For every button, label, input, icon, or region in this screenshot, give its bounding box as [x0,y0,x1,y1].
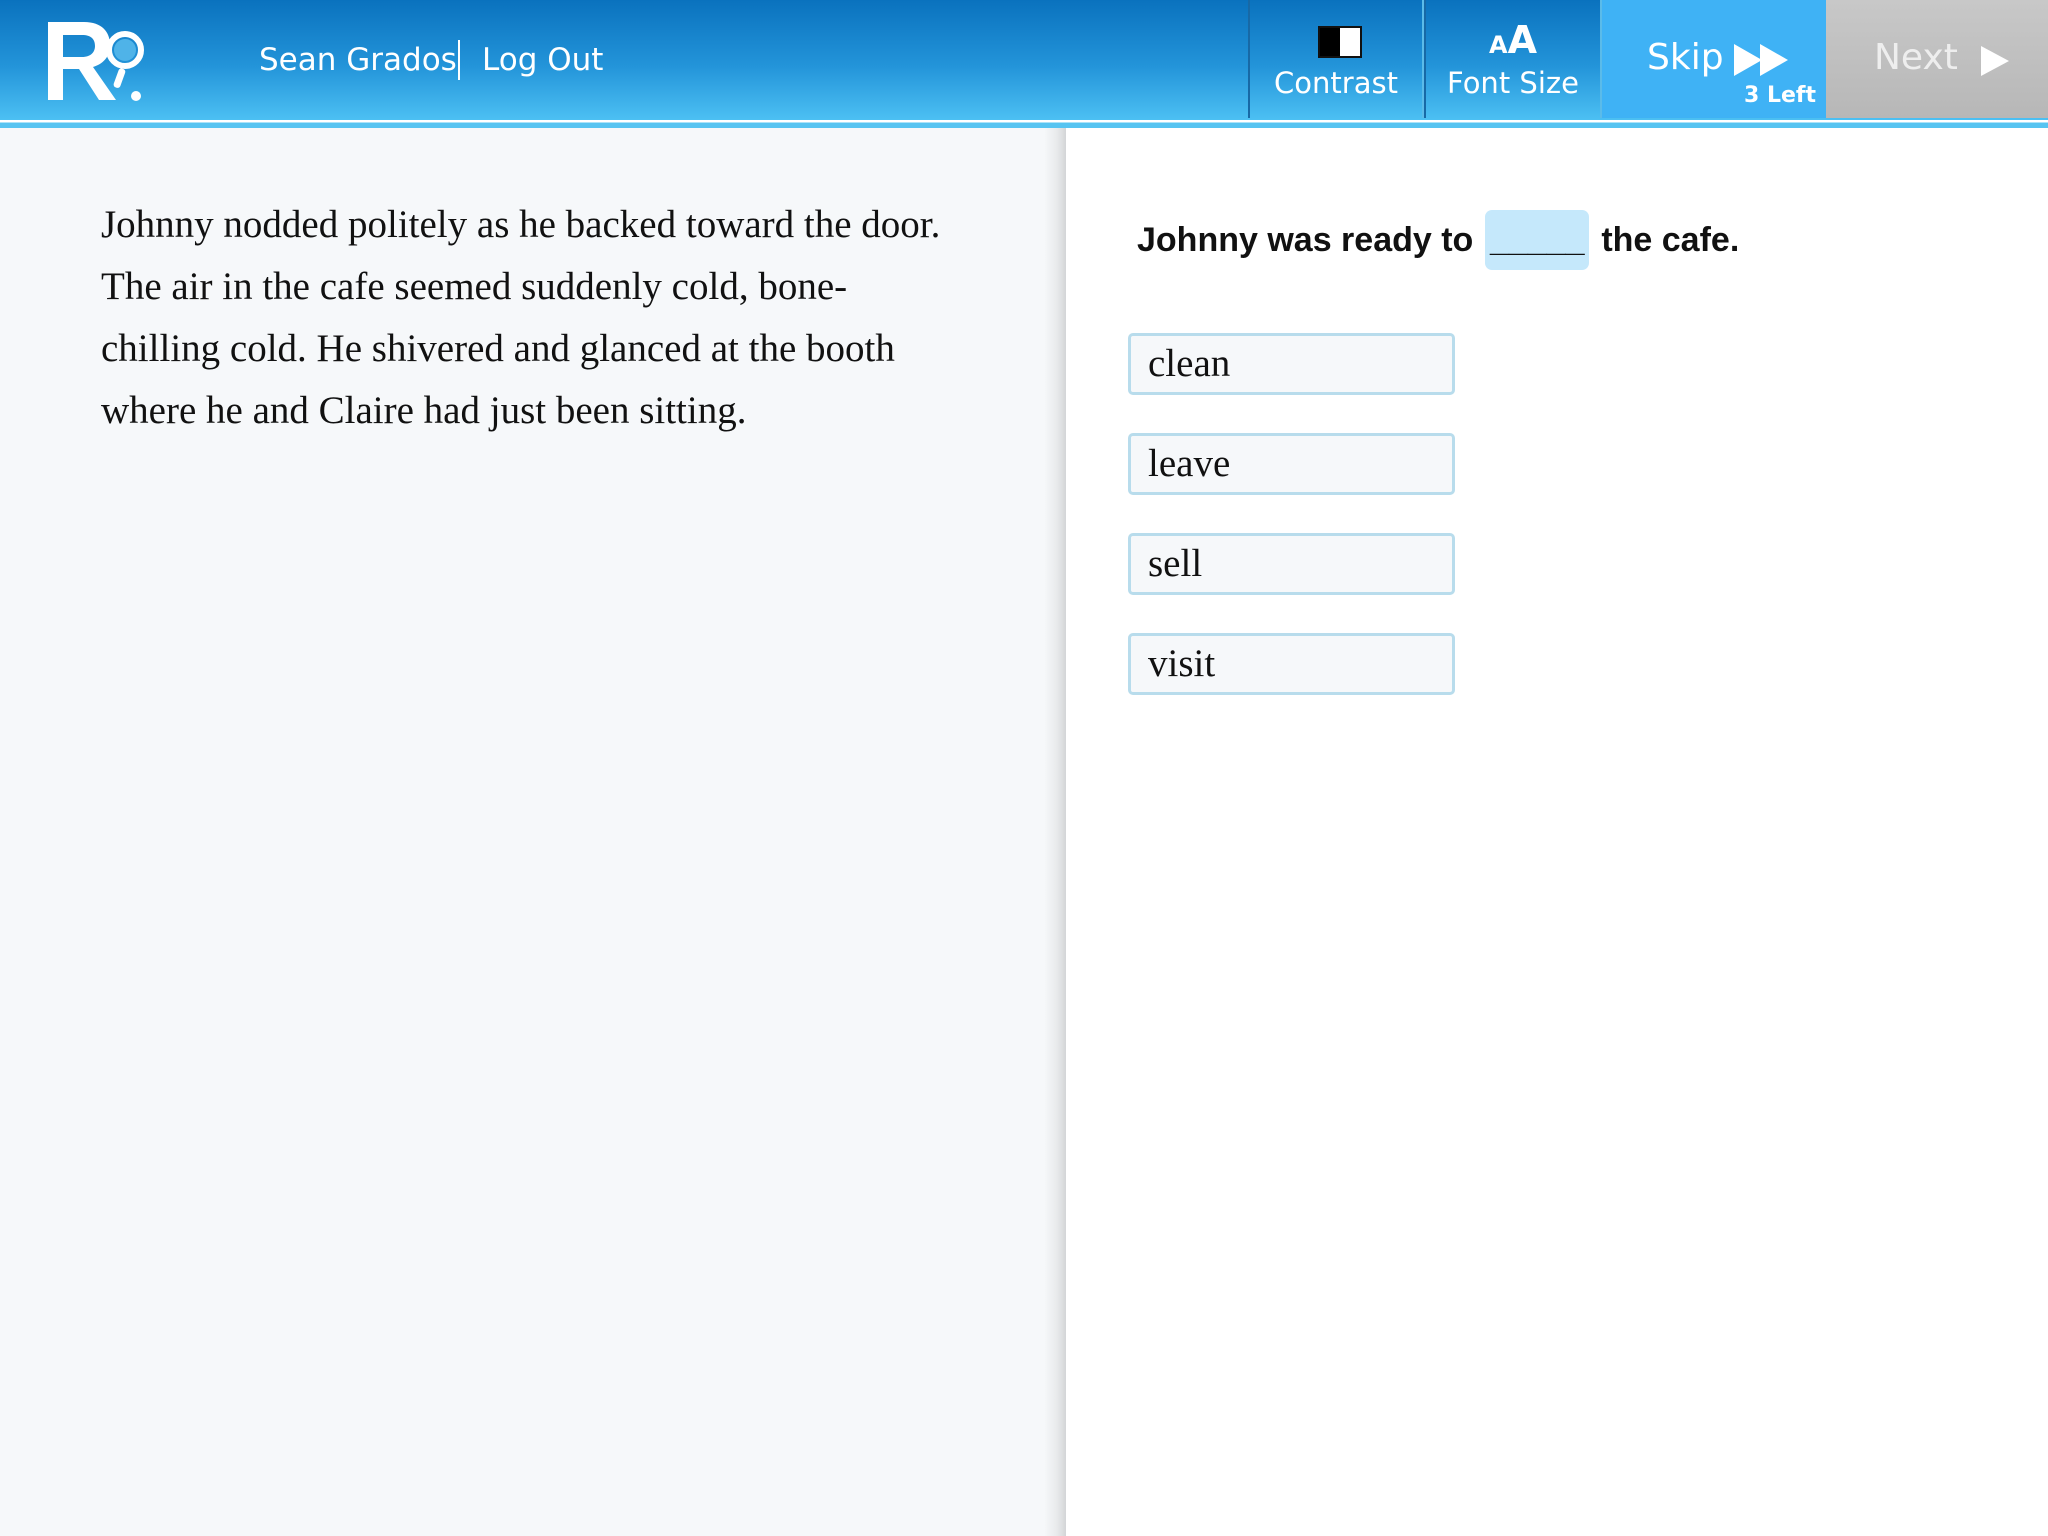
user-name: Sean Grados [259,42,457,78]
contrast-button[interactable] [1248,0,1424,118]
next-button[interactable] [1826,0,2048,118]
choice-clean[interactable] [1128,333,1455,395]
next-label: Next [1874,37,1958,78]
skip-label: Skip [1647,37,1724,78]
answer-blank[interactable]: _____ [1485,210,1589,270]
contrast-label: Contrast [1274,66,1398,100]
divider [458,40,460,80]
logout-link[interactable]: Log Out [482,42,604,78]
skips-remaining: 3 Left [1744,83,1816,108]
question-text-before: Johnny was ready to [1137,221,1474,259]
choice-label: clean [1148,342,1231,385]
top-bar [0,0,2048,120]
choice-leave[interactable] [1128,433,1455,495]
font-size-button[interactable] [1424,0,1602,118]
passage-text: Johnny nodded politely as he backed toward the door. The air in the cafe seemed suddenly cold, bone-chilling cold. He shivered and glanced at the booth where he and Claire had just been sitting. [101,203,941,432]
choice-sell[interactable] [1128,533,1455,595]
choice-visit[interactable] [1128,633,1455,695]
question-sentence [1137,210,1739,270]
choice-label: sell [1148,542,1203,585]
panel-divider [1044,128,1066,1536]
font-size-icon: AA [1489,18,1537,62]
logo-icon[interactable] [46,20,158,102]
choice-label: visit [1148,642,1216,685]
font-size-label: Font Size [1447,66,1579,100]
contrast-icon [1318,26,1362,58]
choice-label: leave [1148,442,1231,485]
fast-forward-icon [1734,42,1792,78]
play-icon [1978,44,2012,78]
skip-button[interactable] [1602,0,1826,118]
question-text-after: the cafe. [1601,221,1740,259]
header-rule [0,120,2048,128]
